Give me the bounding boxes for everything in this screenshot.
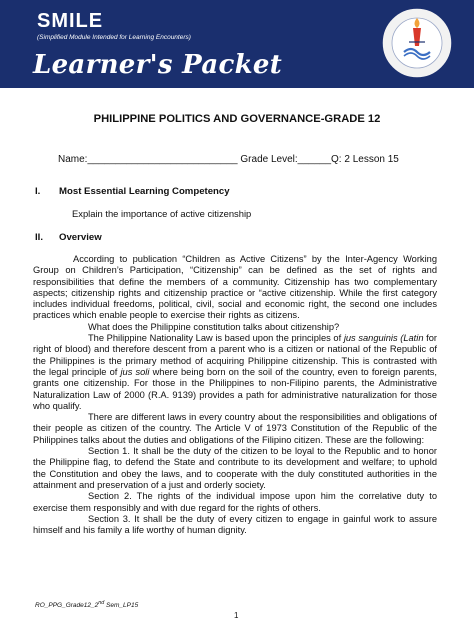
- packet-title: Learner's Packet: [33, 50, 283, 80]
- footer-code: RO_PPG_Grade12_2nd Sem_LP15: [35, 600, 139, 610]
- section-label: Most Essential Learning Competency: [59, 186, 230, 197]
- header-banner: [0, 0, 474, 88]
- competency-text: Explain the importance of active citizenship: [72, 208, 252, 219]
- paragraph-section-2: Section 2. The rights of the individual impose upon him the correlative duty to exercise them responsibly and with due regard for the rights of others.: [33, 491, 437, 513]
- paragraph-duties-intro: There are different laws in every country about the responsibilities and obligations of their people as citizen of the country. The Article V of 1973 Constitution of the Republic of the Philippines talks about the duties and obligations of the Filipino citizen. These are the following:: [33, 412, 437, 445]
- deped-seal-logo: [380, 6, 454, 80]
- brand-subtitle: (Simplified Module Intended for Learning Encounters): [37, 34, 191, 41]
- paragraph-question: What does the Philippine constitution talks about citizenship?: [88, 321, 340, 332]
- name-grade-lesson-line: Name:___________________________ Grade Level:______Q: 2 Lesson 15: [58, 154, 399, 165]
- paragraph-citizenship-definition: According to publication “Children as Active Citizens” by the Inter-Agency Working Group on Children’s Participation, “Citizenship” can be defined as the set of rights and responsibilities that define the members of a community. Citizenship has two complementary aspects; citizenship rights and citizenship practice or “active citizenship. While the first category includes individual freedoms, political, civil, social and economic right, the second one includes practices which enable people to exercise their rights as citizens.: [33, 254, 437, 321]
- page-number: 1: [234, 611, 239, 620]
- brand-title: SMILE: [37, 10, 104, 32]
- section-label: Overview: [59, 232, 102, 243]
- document-title: PHILIPPINE POLITICS AND GOVERNANCE-GRADE 12: [93, 113, 381, 125]
- paragraph-section-1: Section 1. It shall be the duty of the citizen to be loyal to the Republic and to honor the Philippine flag, to defend the State and contribute to its development and welfare; to uphold the Constitution and obey the laws, and to cooperate with the duly constituted authorities in the attainment and preservation of a just and orderly society.: [33, 446, 437, 490]
- overview-body: [33, 254, 437, 536]
- section-number: I.: [35, 186, 41, 197]
- section-number: II.: [35, 232, 43, 243]
- paragraph-section-3: Section 3. It shall be the duty of every citizen to engage in gainful work to assure himself and his family a life worthy of human dignity.: [33, 513, 437, 536]
- paragraph-nationality-law: The Philippine Nationality Law is based upon the principles of jus sanguinis (Latin for right of blood) and therefore descent from a parent who is a citizen or national of the Republic of the Philippines is the primary method of acquiring Philippine citizenship. This is contrasted with the legal principle of jus soli where being born on the soil of the country, even to foreign parents, grants one citizenship. For those in the Philippines to non-Filipino parents, the Administrative Naturalization Law of 2000 (R.A. 9139) provides a path for administrative naturalization for those who qualify.: [33, 333, 437, 411]
